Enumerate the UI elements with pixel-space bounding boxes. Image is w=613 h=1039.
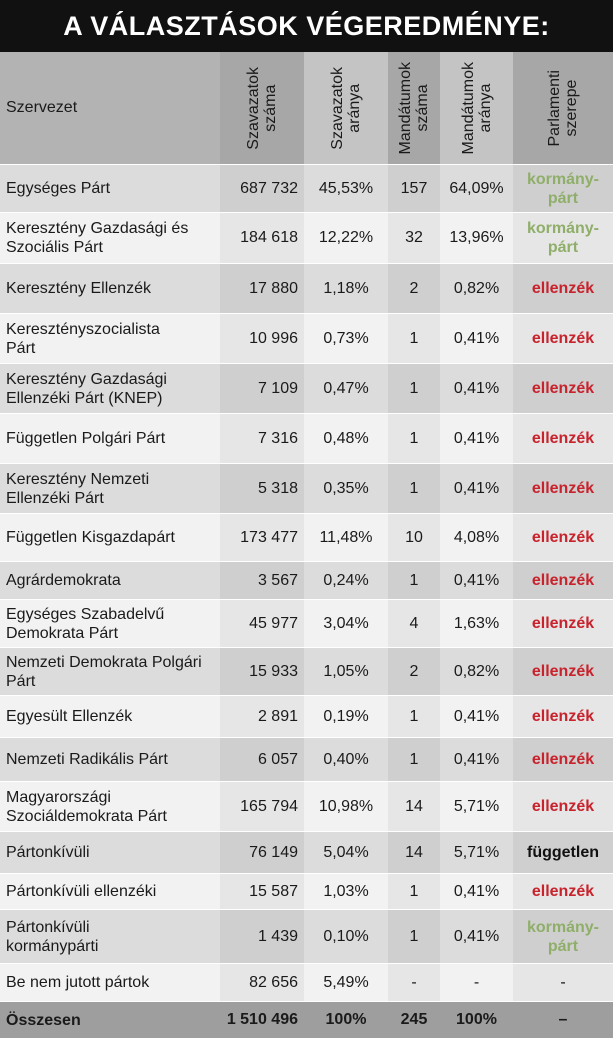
votes-count: 184 618 bbox=[220, 213, 304, 264]
vote-share: 5,49% bbox=[304, 964, 388, 1002]
role-badge: ellenzék bbox=[531, 480, 595, 497]
seat-share: 0,82% bbox=[440, 648, 513, 696]
parliamentary-role bbox=[513, 696, 613, 738]
role-badge: kormány- párt bbox=[526, 220, 600, 256]
total-row bbox=[0, 1002, 613, 1039]
vote-share: 1,03% bbox=[304, 874, 388, 910]
votes-count: 7 109 bbox=[220, 364, 304, 414]
seats-count: 10 bbox=[388, 514, 440, 562]
vote-share: 0,19% bbox=[304, 696, 388, 738]
party-name: Keresztény Gazdasági Ellenzéki Párt (KNEP) bbox=[0, 364, 220, 414]
vote-share: 12,22% bbox=[304, 213, 388, 264]
votes-count: 3 567 bbox=[220, 562, 304, 600]
table-row bbox=[0, 600, 613, 648]
seats-count: 1 bbox=[388, 464, 440, 514]
party-name: Pártonkívüli bbox=[0, 832, 220, 874]
party-name: Egységes Szabadelvű Demokrata Párt bbox=[0, 600, 220, 648]
seats-count: 1 bbox=[388, 562, 440, 600]
table-row bbox=[0, 514, 613, 562]
parliamentary-role bbox=[513, 964, 613, 1002]
seats-count: 2 bbox=[388, 648, 440, 696]
role-badge: kormány- párt bbox=[526, 918, 600, 955]
total-seat-share: 100% bbox=[440, 1002, 513, 1039]
role-badge: - bbox=[560, 974, 566, 991]
votes-count: 15 933 bbox=[220, 648, 304, 696]
role-badge: ellenzék bbox=[531, 751, 595, 768]
role-badge: ellenzék bbox=[531, 380, 595, 397]
parliamentary-role bbox=[513, 648, 613, 696]
party-name: Magyarországi Szociáldemokrata Párt bbox=[0, 782, 220, 832]
table-header-row bbox=[0, 52, 613, 165]
parliamentary-role bbox=[513, 600, 613, 648]
party-name: Keresztény Gazdasági és Szociális Párt bbox=[0, 213, 220, 264]
parliamentary-role bbox=[513, 314, 613, 364]
seats-count: 4 bbox=[388, 600, 440, 648]
parliamentary-role bbox=[513, 514, 613, 562]
vote-share: 0,47% bbox=[304, 364, 388, 414]
seat-share: 0,41% bbox=[440, 562, 513, 600]
seats-count: 1 bbox=[388, 738, 440, 782]
table-row bbox=[0, 464, 613, 514]
page-title: A VÁLASZTÁSOK VÉGEREDMÉNYE: bbox=[0, 0, 613, 52]
parliamentary-role bbox=[513, 364, 613, 414]
party-name: Nemzeti Radikális Párt bbox=[0, 738, 220, 782]
party-name: Keresztényszocialista Párt bbox=[0, 314, 220, 364]
seat-share: 0,41% bbox=[440, 910, 513, 964]
vote-share: 45,53% bbox=[304, 165, 388, 213]
party-name: Keresztény Ellenzék bbox=[0, 264, 220, 314]
votes-count: 165 794 bbox=[220, 782, 304, 832]
role-badge: ellenzék bbox=[531, 883, 595, 900]
seat-share: 0,41% bbox=[440, 738, 513, 782]
seats-count: 14 bbox=[388, 832, 440, 874]
seat-share: 0,41% bbox=[440, 414, 513, 464]
vote-share: 0,73% bbox=[304, 314, 388, 364]
votes-count: 76 149 bbox=[220, 832, 304, 874]
role-badge: kormány- párt bbox=[526, 170, 600, 207]
header-organization: Szervezet bbox=[0, 52, 220, 165]
vote-share: 0,24% bbox=[304, 562, 388, 600]
seats-count: 32 bbox=[388, 213, 440, 264]
table-row bbox=[0, 314, 613, 364]
role-badge: ellenzék bbox=[531, 430, 595, 447]
votes-count: 687 732 bbox=[220, 165, 304, 213]
parliamentary-role bbox=[513, 414, 613, 464]
vote-share: 0,48% bbox=[304, 414, 388, 464]
parliamentary-role bbox=[513, 910, 613, 964]
role-badge: ellenzék bbox=[531, 572, 595, 589]
table-row bbox=[0, 910, 613, 964]
total-votes: 1 510 496 bbox=[220, 1002, 304, 1039]
role-badge: ellenzék bbox=[531, 798, 595, 815]
table-row bbox=[0, 414, 613, 464]
seats-count: 1 bbox=[388, 910, 440, 964]
role-badge: ellenzék bbox=[531, 663, 595, 680]
vote-share: 1,05% bbox=[304, 648, 388, 696]
seat-share: 64,09% bbox=[440, 165, 513, 213]
party-name: Agrárdemokrata bbox=[0, 562, 220, 600]
seat-share: 0,41% bbox=[440, 464, 513, 514]
party-name: Pártonkívüli ellenzéki bbox=[0, 874, 220, 910]
parliamentary-role bbox=[513, 874, 613, 910]
party-name: Független Polgári Párt bbox=[0, 414, 220, 464]
table-row bbox=[0, 364, 613, 414]
parliamentary-role bbox=[513, 782, 613, 832]
votes-count: 6 057 bbox=[220, 738, 304, 782]
vote-share: 0,35% bbox=[304, 464, 388, 514]
table-row bbox=[0, 832, 613, 874]
votes-count: 7 316 bbox=[220, 414, 304, 464]
votes-count: 17 880 bbox=[220, 264, 304, 314]
seat-share: 0,41% bbox=[440, 364, 513, 414]
seat-share: 4,08% bbox=[440, 514, 513, 562]
parliamentary-role bbox=[513, 165, 613, 213]
table-row bbox=[0, 213, 613, 264]
parliamentary-role bbox=[513, 738, 613, 782]
votes-count: 82 656 bbox=[220, 964, 304, 1002]
total-seats: 245 bbox=[388, 1002, 440, 1039]
role-badge: ellenzék bbox=[531, 330, 595, 347]
parliamentary-role bbox=[513, 464, 613, 514]
party-name: Pártonkívüli kormánypárti bbox=[0, 910, 220, 964]
header-votes-share: Szavazatok aránya bbox=[304, 52, 388, 165]
header-parliamentary-role: Parlamenti szerepe bbox=[513, 52, 613, 165]
seat-share: - bbox=[440, 964, 513, 1002]
party-name: Egységes Párt bbox=[0, 165, 220, 213]
seats-count: 1 bbox=[388, 314, 440, 364]
role-badge: ellenzék bbox=[531, 280, 595, 297]
votes-count: 10 996 bbox=[220, 314, 304, 364]
seat-share: 5,71% bbox=[440, 832, 513, 874]
parliamentary-role bbox=[513, 562, 613, 600]
total-vote-share: 100% bbox=[304, 1002, 388, 1039]
parliamentary-role bbox=[513, 264, 613, 314]
party-name: Egyesült Ellenzék bbox=[0, 696, 220, 738]
votes-count: 2 891 bbox=[220, 696, 304, 738]
vote-share: 11,48% bbox=[304, 514, 388, 562]
header-seats-count: Mandátumok száma bbox=[388, 52, 440, 165]
table-row bbox=[0, 696, 613, 738]
seat-share: 13,96% bbox=[440, 213, 513, 264]
seats-count: 157 bbox=[388, 165, 440, 213]
party-name: Keresztény Nemzeti Ellenzéki Párt bbox=[0, 464, 220, 514]
vote-share: 1,18% bbox=[304, 264, 388, 314]
table-row bbox=[0, 648, 613, 696]
seat-share: 0,41% bbox=[440, 696, 513, 738]
role-badge: ellenzék bbox=[531, 529, 595, 546]
seat-share: 5,71% bbox=[440, 782, 513, 832]
vote-share: 0,10% bbox=[304, 910, 388, 964]
votes-count: 45 977 bbox=[220, 600, 304, 648]
parliamentary-role bbox=[513, 213, 613, 264]
role-badge: független bbox=[527, 844, 599, 861]
seats-count: 1 bbox=[388, 696, 440, 738]
seats-count: 1 bbox=[388, 414, 440, 464]
vote-share: 3,04% bbox=[304, 600, 388, 648]
total-label: Összesen bbox=[0, 1002, 220, 1039]
votes-count: 173 477 bbox=[220, 514, 304, 562]
seat-share: 0,41% bbox=[440, 874, 513, 910]
seat-share: 0,41% bbox=[440, 314, 513, 364]
seats-count: 2 bbox=[388, 264, 440, 314]
party-name: Független Kisgazdapárt bbox=[0, 514, 220, 562]
vote-share: 5,04% bbox=[304, 832, 388, 874]
party-name: Nemzeti Demokrata Polgári Párt bbox=[0, 648, 220, 696]
total-role: – bbox=[513, 1002, 613, 1039]
seat-share: 0,82% bbox=[440, 264, 513, 314]
parliamentary-role bbox=[513, 832, 613, 874]
seats-count: 14 bbox=[388, 782, 440, 832]
header-votes-count: Szavazatok száma bbox=[220, 52, 304, 165]
vote-share: 10,98% bbox=[304, 782, 388, 832]
party-name: Be nem jutott pártok bbox=[0, 964, 220, 1002]
seat-share: 1,63% bbox=[440, 600, 513, 648]
table-row bbox=[0, 964, 613, 1002]
table-row bbox=[0, 782, 613, 832]
seats-count: 1 bbox=[388, 364, 440, 414]
seats-count: 1 bbox=[388, 874, 440, 910]
role-badge: ellenzék bbox=[531, 615, 595, 632]
votes-count: 5 318 bbox=[220, 464, 304, 514]
table-row bbox=[0, 264, 613, 314]
role-badge: ellenzék bbox=[531, 708, 595, 725]
table-row bbox=[0, 562, 613, 600]
table-row bbox=[0, 874, 613, 910]
table-row bbox=[0, 738, 613, 782]
table-row bbox=[0, 165, 613, 213]
vote-share: 0,40% bbox=[304, 738, 388, 782]
seats-count: - bbox=[388, 964, 440, 1002]
votes-count: 15 587 bbox=[220, 874, 304, 910]
votes-count: 1 439 bbox=[220, 910, 304, 964]
results-table bbox=[0, 52, 613, 1039]
header-seats-share: Mandátumok aránya bbox=[440, 52, 513, 165]
